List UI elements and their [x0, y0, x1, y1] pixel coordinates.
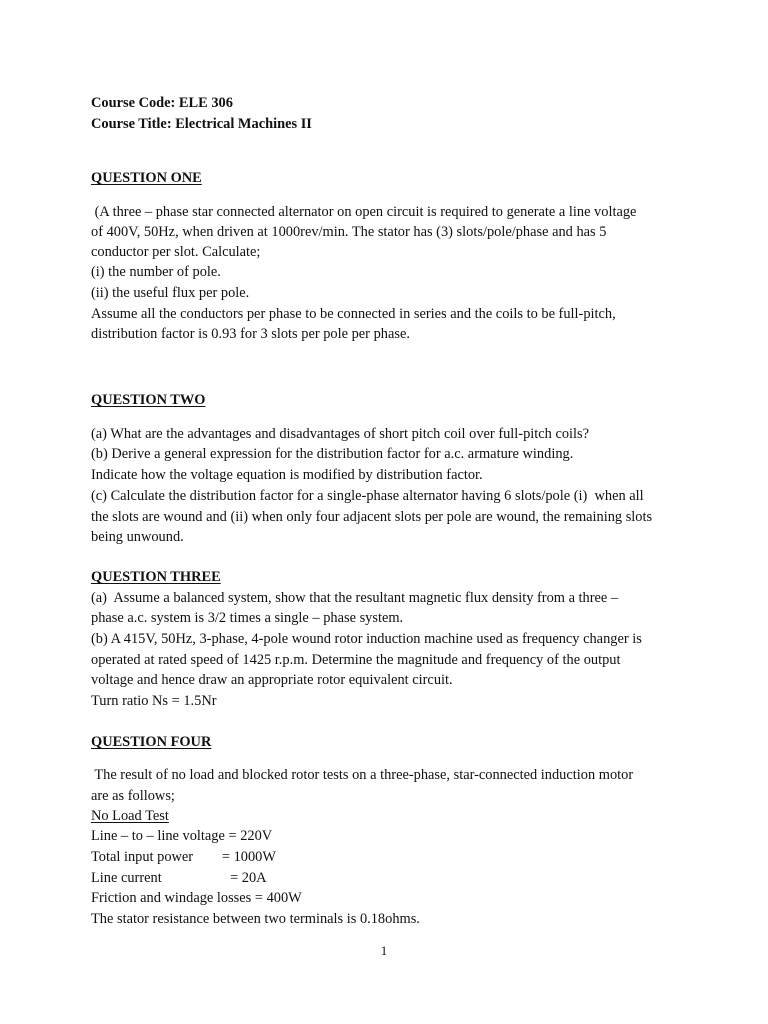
- question-one-line: (ii) the useful flux per pole.: [91, 285, 250, 301]
- question-three-line: (a) Assume a balanced system, show that the resultant magnetic flux density from a three –: [91, 590, 619, 606]
- page-number: 1: [380, 943, 388, 958]
- question-two-line: (b) Derive a general expression for the distribution factor for a.c. armature winding.: [91, 446, 574, 462]
- question-one-line: of 400V, 50Hz, when driven at 1000rev/min. The stator has (3) slots/pole/phase and has 5: [91, 224, 607, 240]
- question-four-line: Friction and windage losses = 400W: [91, 890, 302, 906]
- question-two-line: (c) Calculate the distribution factor for a single-phase alternator having 6 slots/pole (i) when all: [91, 488, 644, 504]
- question-four-intro: are as follows;: [91, 788, 175, 804]
- question-four-heading: QUESTION FOUR: [91, 734, 212, 750]
- question-four-line: The stator resistance between two terminals is 0.18ohms.: [91, 911, 420, 927]
- question-two-line: Indicate how the voltage equation is modified by distribution factor.: [91, 467, 483, 483]
- question-three-heading: QUESTION THREE: [91, 569, 221, 585]
- question-one-line: (i) the number of pole.: [91, 264, 221, 280]
- question-two-heading: QUESTION TWO: [91, 392, 206, 408]
- course-code: Course Code: ELE 306: [91, 95, 233, 111]
- question-three-line: Turn ratio Ns = 1.5Nr: [91, 693, 217, 709]
- question-three-line: operated at rated speed of 1425 r.p.m. Determine the magnitude and frequency of the output: [91, 652, 621, 668]
- question-four-intro: The result of no load and blocked rotor tests on a three-phase, star-connected induction motor: [91, 767, 634, 783]
- question-two-line: (a) What are the advantages and disadvantages of short pitch coil over full-pitch coils?: [91, 426, 590, 442]
- question-three-line: (b) A 415V, 50Hz, 3-phase, 4-pole wound rotor induction machine used as frequency changer is: [91, 631, 642, 647]
- question-one-line: distribution factor is 0.93 for 3 slots per pole per phase.: [91, 326, 410, 342]
- question-four-line: Line current = 20A: [91, 870, 267, 886]
- question-one-line: Assume all the conductors per phase to be connected in series and the coils to be full-pitch,: [91, 306, 616, 322]
- question-three-line: voltage and hence draw an appropriate rotor equivalent circuit.: [91, 672, 453, 688]
- question-three-line: phase a.c. system is 3/2 times a single – phase system.: [91, 610, 404, 626]
- question-two-line: the slots are wound and (ii) when only four adjacent slots per pole are wound, the remaining slots: [91, 509, 653, 525]
- question-one-line: (A three – phase star connected alternator on open circuit is required to generate a line voltage: [91, 204, 637, 220]
- question-one-heading: QUESTION ONE: [91, 170, 202, 186]
- question-four-line: Total input power = 1000W: [91, 849, 276, 865]
- no-load-test-heading: No Load Test: [91, 808, 169, 824]
- question-one-line: conductor per slot. Calculate;: [91, 244, 261, 260]
- question-four-line: Line – to – line voltage = 220V: [91, 828, 273, 844]
- question-two-line: being unwound.: [91, 529, 184, 545]
- course-title: Course Title: Electrical Machines II: [91, 116, 312, 132]
